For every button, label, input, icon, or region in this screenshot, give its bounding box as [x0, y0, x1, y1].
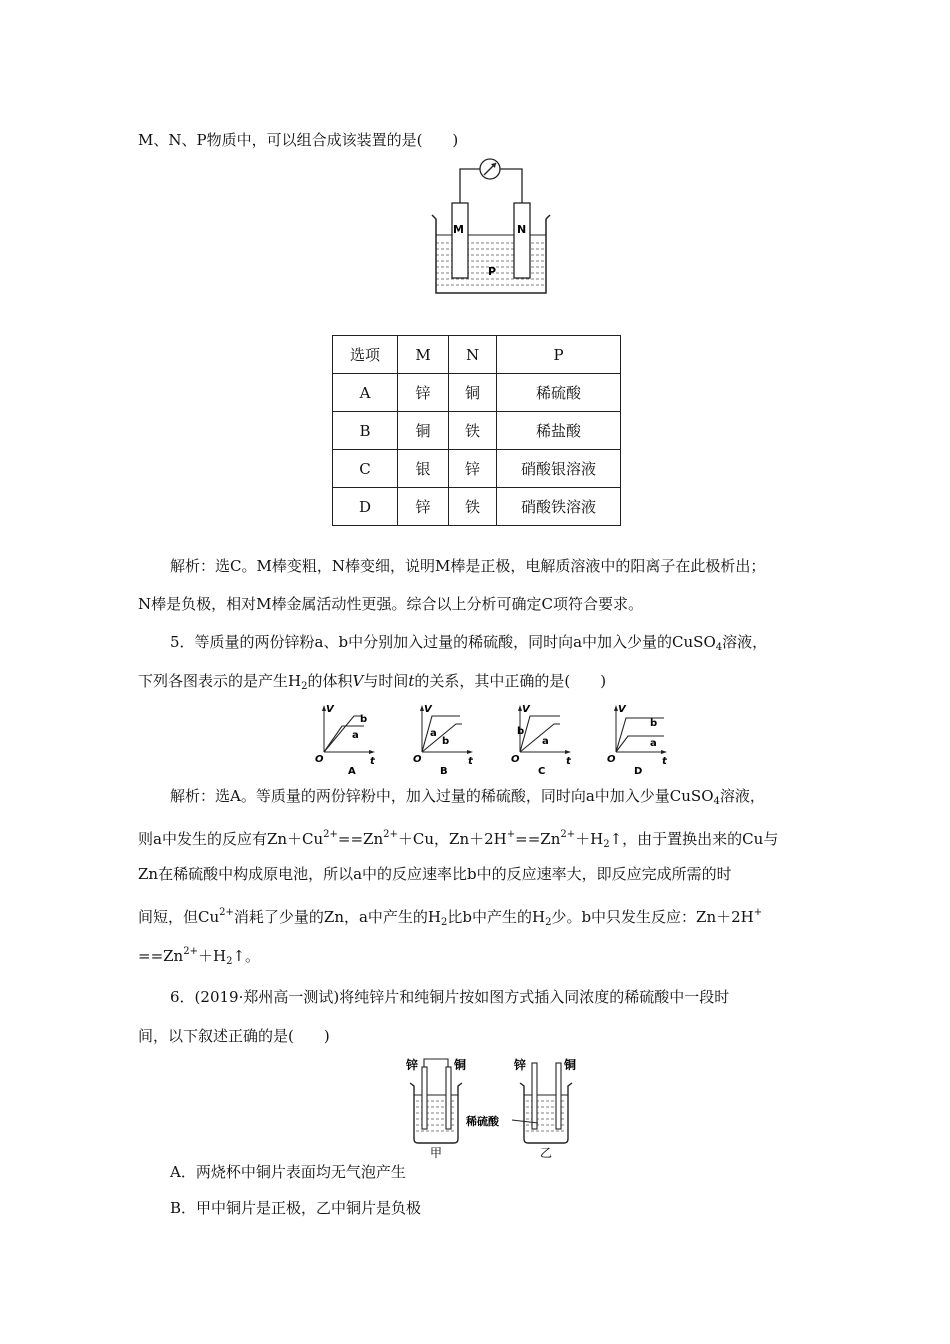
table-header-row — [333, 336, 621, 374]
label-n: N — [517, 223, 527, 236]
svg-text:V: V — [522, 704, 530, 715]
table-row — [333, 412, 621, 450]
table-row — [333, 488, 621, 526]
table-cell: 铁 — [449, 412, 497, 450]
table-cell: 硝酸银溶液 — [497, 450, 621, 488]
table-cell: 银 — [398, 450, 449, 488]
table-cell: 硝酸铁溶液 — [497, 488, 621, 526]
svg-text:C: C — [538, 766, 546, 776]
svg-text:b: b — [442, 736, 450, 747]
svg-text:铜: 铜 — [564, 1058, 577, 1072]
table-cell: A — [333, 374, 398, 412]
svg-text:a: a — [650, 738, 657, 749]
graph-c — [508, 702, 578, 776]
header-cell: N — [449, 336, 497, 374]
table-cell: B — [333, 412, 398, 450]
svg-text:t: t — [468, 756, 473, 767]
q6-stem-line1: 6．(2019·郑州高一测试)将纯锌片和纯铜片按如图方式插入同浓度的稀硫酸中一段时 — [170, 988, 730, 1006]
graph-d — [604, 702, 674, 776]
table-cell: 锌 — [449, 450, 497, 488]
header-cell: M — [398, 336, 449, 374]
svg-text:锌: 锌 — [406, 1058, 419, 1072]
table-cell: C — [333, 450, 398, 488]
svg-text:t: t — [566, 756, 571, 767]
svg-text:锌: 锌 — [514, 1058, 527, 1072]
svg-text:A: A — [348, 766, 356, 776]
q6-stem-line2: 间，以下叙述正确的是( ) — [138, 1027, 330, 1045]
q5-analysis-line3: Zn在稀硫酸中构成原电池，所以a中的反应速率比b中的反应速率大，即反应完成所需的时 — [138, 865, 732, 883]
q5-stem-line2: 下列各图表示的是产生$H_2$的体积V与时间t的关系，其中正确的是( ) — [138, 672, 607, 692]
svg-text:O: O — [413, 754, 422, 765]
electrode-m — [452, 203, 468, 278]
table-cell: 锌 — [398, 488, 449, 526]
option-b: B．甲中铜片是正极，乙中铜片是负极 — [170, 1199, 422, 1217]
table-cell: 稀盐酸 — [497, 412, 621, 450]
svg-text:t: t — [662, 756, 667, 767]
svg-text:稀硫酸: 稀硫酸 — [466, 1115, 499, 1128]
svg-text:O: O — [315, 754, 324, 765]
svg-text:b: b — [650, 718, 658, 729]
q5-analysis-line5: $==Zn^{2+}+H_2↑$。 — [138, 946, 261, 967]
svg-text:V: V — [618, 704, 626, 715]
svg-text:V: V — [424, 704, 432, 715]
table-cell: D — [333, 488, 398, 526]
table-row — [333, 374, 621, 412]
svg-text:O: O — [607, 754, 616, 765]
svg-text:a: a — [430, 728, 437, 739]
q4-analysis-line2: N棒是负极，相对M棒金属活动性更强。综合以上分析可确定C项符合要求。 — [138, 595, 643, 613]
galvanic-cell-figure — [420, 155, 555, 300]
svg-text:b: b — [360, 714, 368, 725]
svg-text:D: D — [634, 766, 643, 776]
table-cell: 铜 — [398, 412, 449, 450]
header-cell: 选项 — [333, 336, 398, 374]
svg-text:a: a — [352, 730, 359, 741]
table-cell: 铁 — [449, 488, 497, 526]
electrode-n — [514, 203, 530, 278]
svg-text:铜: 铜 — [454, 1058, 467, 1072]
q5-analysis-line4: 间短，但$Cu^{2+}$消耗了少量的Zn，a中产生的$H_2$比b中产生的$H_2$少。b中只发生反应：Zn＋2H+ — [138, 907, 763, 928]
q4-stem: M、N、P物质中，可以组合成该装置的是( ) — [138, 131, 459, 149]
table-cell: 稀硫酸 — [497, 374, 621, 412]
q5-analysis-line1: 解析：选A。等质量的两份锌粉中，加入过量的稀硫酸，同时向a中加入少量CuSO$_4$溶液， — [170, 787, 765, 807]
q5-analysis-line2: 则a中发生的反应有$Zn+Cu^{2+}==Zn^{2+}+Cu$，$Zn+2H^+==Zn^{2+}+H_2↑$，由于置换出来的Cu与 — [138, 829, 779, 850]
svg-text:a: a — [542, 736, 549, 747]
table-cell: 锌 — [398, 374, 449, 412]
graph-b — [410, 702, 480, 776]
svg-text:O: O — [511, 754, 520, 765]
svg-text:V: V — [326, 704, 334, 715]
svg-text:B: B — [440, 766, 448, 776]
svg-text:t: t — [370, 756, 375, 767]
label-m: M — [453, 223, 464, 236]
table-row — [333, 450, 621, 488]
table-cell: 铜 — [449, 374, 497, 412]
svg-text:乙: 乙 — [540, 1146, 553, 1160]
label-p: P — [488, 265, 497, 278]
q4-analysis-line1: 解析：选C。M棒变粗，N棒变细，说明M棒是正极，电解质溶液中的阳离子在此极析出； — [170, 557, 766, 575]
q5-stem-line1: 5．等质量的两份锌粉a、b中分别加入过量的稀硫酸，同时向a中加入少量的CuSO$_4$溶液， — [170, 633, 768, 653]
header-cell: P — [497, 336, 621, 374]
options-table — [332, 335, 621, 526]
zinc-copper-beakers-figure — [400, 1055, 590, 1160]
graph-a — [312, 702, 382, 776]
option-a: A．两烧杯中铜片表面均无气泡产生 — [170, 1163, 406, 1181]
svg-text:甲: 甲 — [430, 1146, 443, 1160]
svg-text:b: b — [517, 726, 525, 737]
